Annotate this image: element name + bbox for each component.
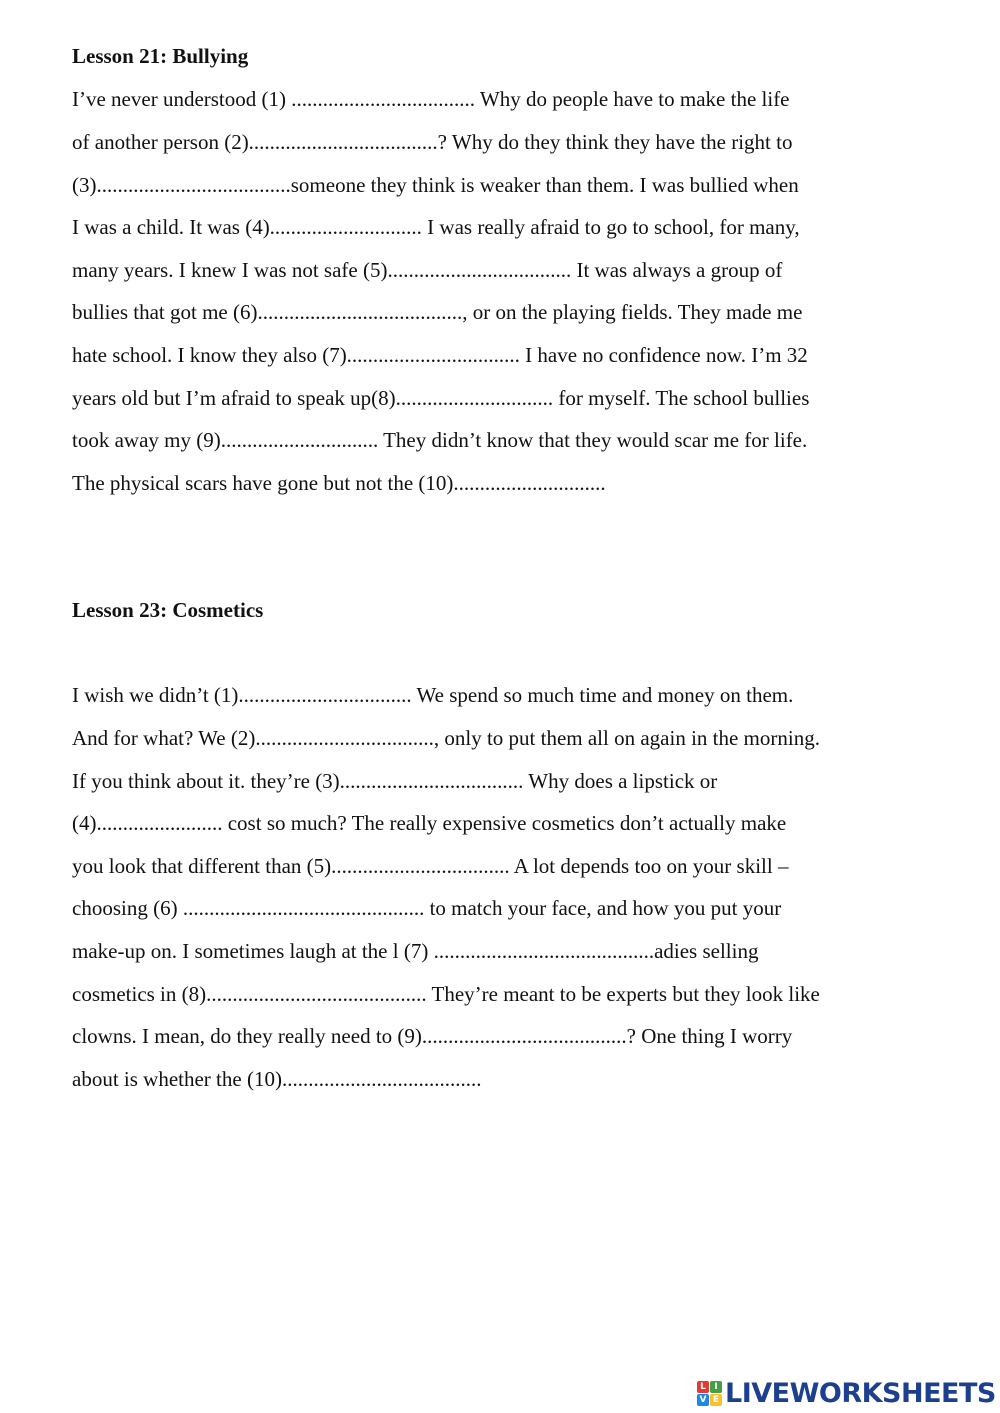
lesson-21-line: of another person (2)....................................? Why do they think they have the right to [72, 130, 793, 154]
lesson-21-line: (3).....................................someone they think is weaker than them. I was bullied when [72, 173, 799, 197]
logo-tile-l: L [697, 1381, 709, 1393]
lesson-23-line: (4)........................ cost so much? The really expensive cosmetics don’t actually make [72, 811, 787, 835]
lesson-23-line: If you think about it. they’re (3)................................... Why does a lipstick or [72, 769, 718, 793]
lesson-23-line: cosmetics in (8).......................................... They’re meant to be experts but they look like [72, 982, 820, 1006]
lesson-23-line: about is whether the (10)...................................... [72, 1067, 482, 1091]
liveworksheets-wordmark: LIVEWORKSHEETS [725, 1377, 996, 1409]
lesson-21-title: Lesson 21: Bullying [72, 44, 249, 68]
lesson-23-line: I wish we didn’t (1)................................. We spend so much time and money on them. [72, 683, 794, 707]
liveworksheets-logo [697, 1378, 996, 1408]
lesson-23-line: make-up on. I sometimes laugh at the l (7) ..........................................adies selling [72, 939, 759, 963]
lesson-23-line: clowns. I mean, do they really need to (9).......................................? One thing I worry [72, 1024, 793, 1048]
lesson-21-line: I was a child. It was (4)............................. I was really afraid to go to school, for many, [72, 215, 800, 239]
logo-tile-i: I [710, 1381, 722, 1393]
lesson-21-line: bullies that got me (6)......................................., or on the playing fields. They made me [72, 300, 803, 324]
lesson-21-line: took away my (9).............................. They didn’t know that they would scar me for life. [72, 428, 808, 452]
lesson-21-line: years old but I’m afraid to speak up(8).............................. for myself. The school bullies [72, 386, 810, 410]
lesson-23-line: choosing (6) .............................................. to match your face, and how you put your [72, 896, 782, 920]
lesson-21-line: The physical scars have gone but not the (10)............................. [72, 471, 606, 495]
lesson-23-title: Lesson 23: Cosmetics [72, 598, 264, 622]
liveworksheets-logo-icon [697, 1381, 722, 1406]
lesson-23-line: you look that different than (5).................................. A lot depends too on your skill – [72, 854, 789, 878]
logo-tile-v: V [697, 1394, 709, 1406]
lesson-21-line: hate school. I know they also (7)................................. I have no confidence now. I’m 32 [72, 343, 808, 367]
lesson-23-line: And for what? We (2).................................., only to put them all on again in the morning. [72, 726, 820, 750]
logo-tile-e: E [710, 1394, 722, 1406]
lesson-21-line: many years. I knew I was not safe (5)................................... It was always a group of [72, 258, 783, 282]
lesson-21-line: I’ve never understood (1) ................................... Why do people have to make the life [72, 87, 790, 111]
